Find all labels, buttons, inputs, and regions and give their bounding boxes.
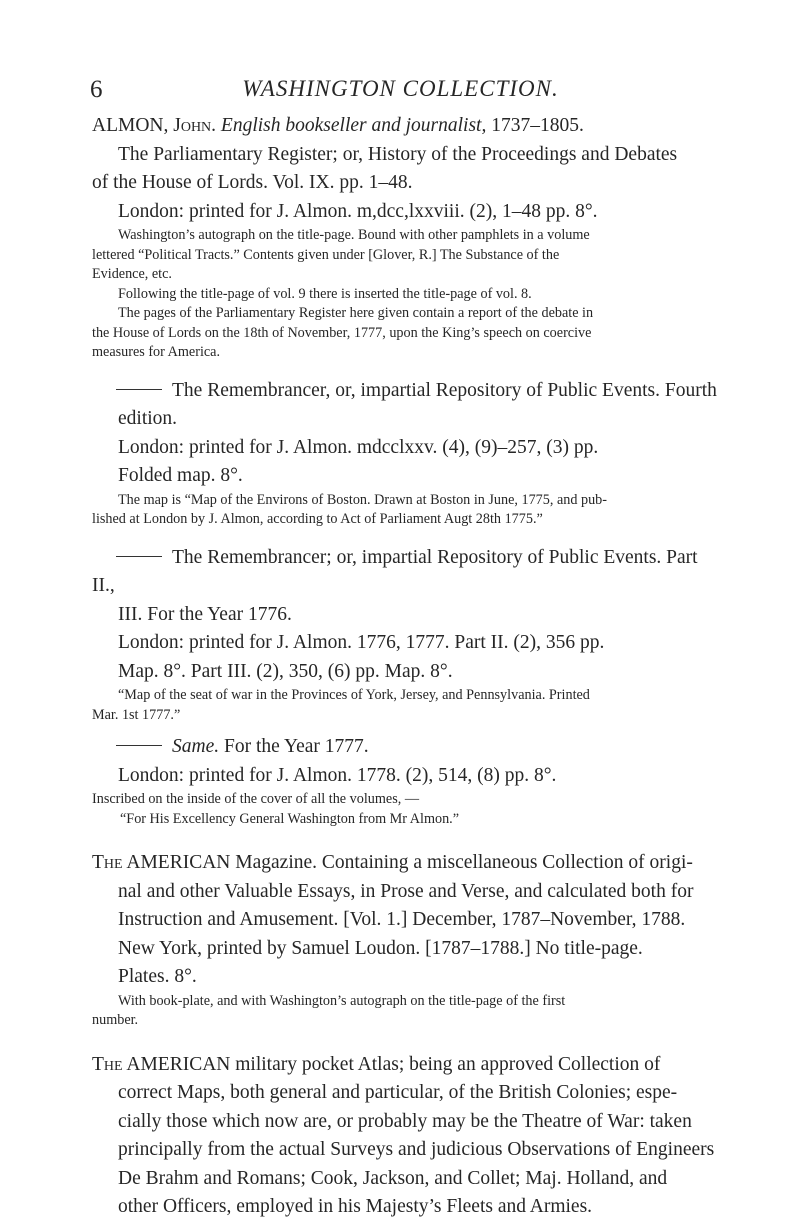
imprint: Map. 8°. Part III. (2), 350, (6) pp. Map. 8°. [118, 660, 453, 682]
author-description: English bookseller and journalist, [220, 115, 487, 136]
note-line: measures for America. [92, 344, 221, 360]
entry-american-magazine [92, 849, 718, 1031]
note-line: Inscribed on the inside of the cover of all the volumes, — [92, 791, 420, 807]
ditto-dash [116, 389, 162, 390]
note-line: Evidence, etc. [92, 266, 172, 282]
note-line: the House of Lords on the 18th of November, 1777, upon the King’s speech on coercive [92, 324, 592, 341]
note-line: Washington’s autograph on the title-page. Bound with other pamphlets in a volume [118, 227, 590, 243]
entry-remembrancer-fourth-edition [92, 377, 718, 530]
ditto-dash [116, 556, 162, 557]
entry-almon-parliamentary-register [92, 112, 718, 363]
imprint: London: printed for J. Almon. 1776, 1777. Part II. (2), 356 pp. [118, 632, 605, 653]
imprint: London: printed for J. Almon. 1778. (2), 514, (8) pp. 8°. [118, 764, 557, 786]
note-line: lished at London by J. Almon, according to Act of Parliament Augt 28th 1775.” [92, 511, 543, 527]
note-line: “Map of the seat of war in the Provinces of York, Jersey, and Pennsylvania. Printed [118, 687, 590, 703]
note-line: lettered “Political Tracts.” Contents given under [Glover, R.] The Substance of the [92, 246, 560, 263]
title-line: III. For the Year 1776. [118, 603, 292, 625]
note-line: The map is “Map of the Environs of Boston. Drawn at Boston in June, 1775, and pub- [118, 491, 608, 508]
title-text: The Remembrancer, or, impartial Repository of Public Events. Fourth [172, 379, 717, 401]
note-line: With book-plate, and with Washington’s autograph on the title-page of the first [118, 992, 566, 1009]
running-title: WASHINGTON COLLECTION. [242, 76, 559, 101]
note-line: “For His Excellency General Washington from Mr Almon.” [120, 810, 460, 827]
entry-heading: The AMERICAN [92, 852, 231, 873]
title-line: The Parliamentary Register; or, History of the Proceedings and Debates [118, 143, 678, 165]
note-line: Following the title-page of vol. 9 there is inserted the title-page of vol. 8. [118, 285, 532, 302]
catalog-content [92, 112, 718, 1222]
imprint: New York, printed by Samuel Loudon. [1787–1788.] No title-page. [118, 937, 643, 959]
title-line [92, 849, 718, 878]
same-label: Same. [172, 736, 220, 757]
imprint: Folded map. 8°. [118, 465, 243, 486]
note-line: The pages of the Parliamentary Register here given contain a report of the debate in [118, 305, 594, 321]
author-surname: ALMON, [92, 115, 169, 136]
title-line: correct Maps, both general and particular, of the British Colonies; espe- [118, 1082, 678, 1103]
entry-remembrancer-1777 [92, 733, 718, 829]
imprint: London: printed for J. Almon. m,dcc,lxxviii. (2), 1–48 pp. 8°. [118, 200, 598, 222]
title-text: For the Year 1777. [224, 736, 369, 757]
note-line: Mar. 1st 1777.” [92, 706, 181, 723]
title-line: principally from the actual Surveys and judicious Observations of Engineers [118, 1139, 715, 1160]
title-line [92, 1051, 718, 1080]
entry-remembrancer-1776 [92, 544, 718, 726]
title-line: De Brahm and Romans; Cook, Jackson, and Collet; Maj. Holland, and [118, 1167, 668, 1189]
imprint: London: printed for J. Almon. mdcclxxv. (4), (9)–257, (3) pp. [118, 436, 599, 458]
imprint: Plates. 8°. [118, 966, 197, 987]
title-line: cially those which now are, or probably may be the Theatre of War: taken [118, 1110, 692, 1132]
title-line: nal and other Valuable Essays, in Prose and Verse, and calculated both for [118, 880, 694, 902]
title-line [92, 733, 718, 762]
title-line: of the House of Lords. Vol. IX. pp. 1–48. [92, 172, 413, 193]
title-line [92, 377, 718, 406]
page-number: 6 [90, 76, 103, 103]
ditto-dash [116, 745, 162, 746]
page-header [90, 76, 711, 106]
author-first-name: John. [173, 115, 217, 136]
title-text: military pocket Atlas; being an approved Collection of [235, 1053, 661, 1075]
title-text: Magazine. Containing a miscellaneous Collection of origi- [235, 852, 693, 873]
title-line: Instruction and Amusement. [Vol. 1.] December, 1787–November, 1788. [118, 909, 686, 930]
title-line: other Officers, employed in his Majesty’s Fleets and Armies. [118, 1196, 593, 1217]
author-dates: 1737–1805. [491, 115, 584, 136]
entry-heading [92, 112, 718, 141]
entry-heading: The AMERICAN [92, 1053, 231, 1075]
title-line: edition. [118, 408, 178, 429]
title-text: The Remembrancer; or, impartial Repository of Public Events. Part II., [92, 546, 698, 596]
entry-american-pocket-atlas [92, 1051, 718, 1222]
note-line: number. [92, 1012, 139, 1028]
title-line [92, 544, 718, 601]
